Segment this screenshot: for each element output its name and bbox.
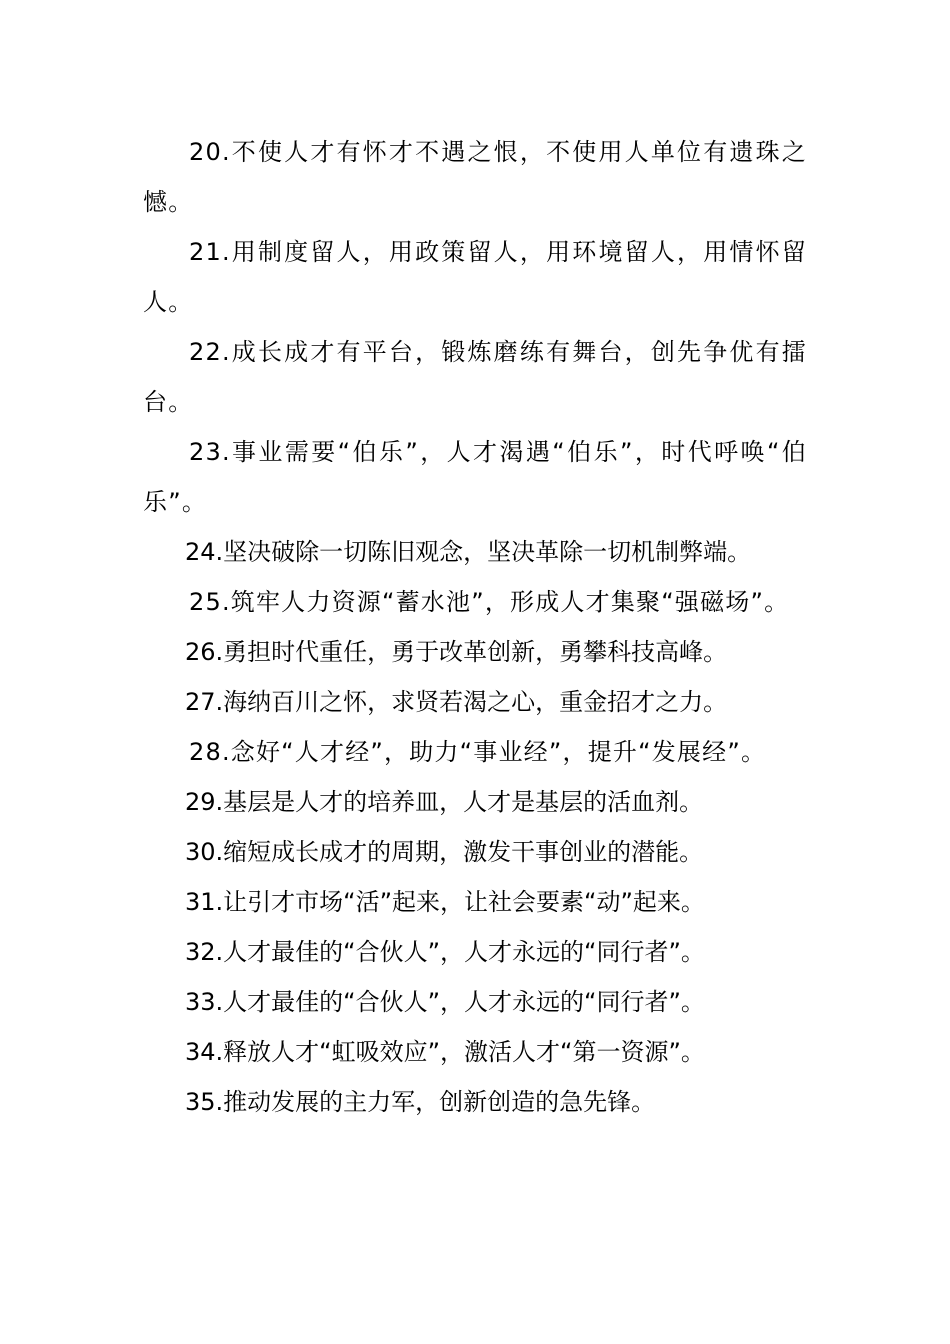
paragraph-29: 29.基层是人才的培养皿，人才是基层的活血剂。 (185, 788, 704, 816)
paragraph-34: 34.释放人才“虹吸效应”，激活人才“第一资源”。 (185, 1038, 705, 1066)
paragraph-26: 26.勇担时代重任，勇于改革创新，勇攀科技高峰。 (185, 638, 728, 666)
paragraph-22: 22.成长成才有平台，锻炼磨练有舞台，创先争优有擂台。 (143, 338, 807, 416)
paragraph-24: 24.坚决破除一切陈旧观念，坚决革除一切机制弊端。 (185, 538, 752, 566)
paragraph-23: 23.事业需要“伯乐”，人才渴遇“伯乐”，时代呼唤“伯乐”。 (143, 438, 808, 516)
paragraph-35: 35.推动发展的主力军，创新创造的急先锋。 (185, 1088, 656, 1116)
document-body (143, 127, 807, 1127)
paragraph-28: 28.念好“人才经”，助力“事业经”，提升“发展经”。 (189, 738, 767, 766)
paragraph-31: 31.让引才市场“活”起来，让社会要素“动”起来。 (185, 888, 705, 916)
paragraph-20: 20.不使人才有怀才不遇之恨，不使用人单位有遗珠之憾。 (143, 138, 807, 216)
paragraph-25: 25.筑牢人力资源“蓄水池”，形成人才集聚“强磁场”。 (189, 588, 790, 616)
paragraph-30: 30.缩短成长成才的周期，激发干事创业的潜能。 (185, 838, 704, 866)
paragraph-27: 27.海纳百川之怀，求贤若渴之心，重金招才之力。 (185, 688, 728, 716)
paragraph-32: 32.人才最佳的“合伙人”，人才永远的“同行者”。 (185, 938, 705, 966)
paragraph-21: 21.用制度留人，用政策留人，用环境留人，用情怀留人。 (143, 238, 807, 316)
paragraph-33: 33.人才最佳的“合伙人”，人才永远的“同行者”。 (185, 988, 705, 1016)
